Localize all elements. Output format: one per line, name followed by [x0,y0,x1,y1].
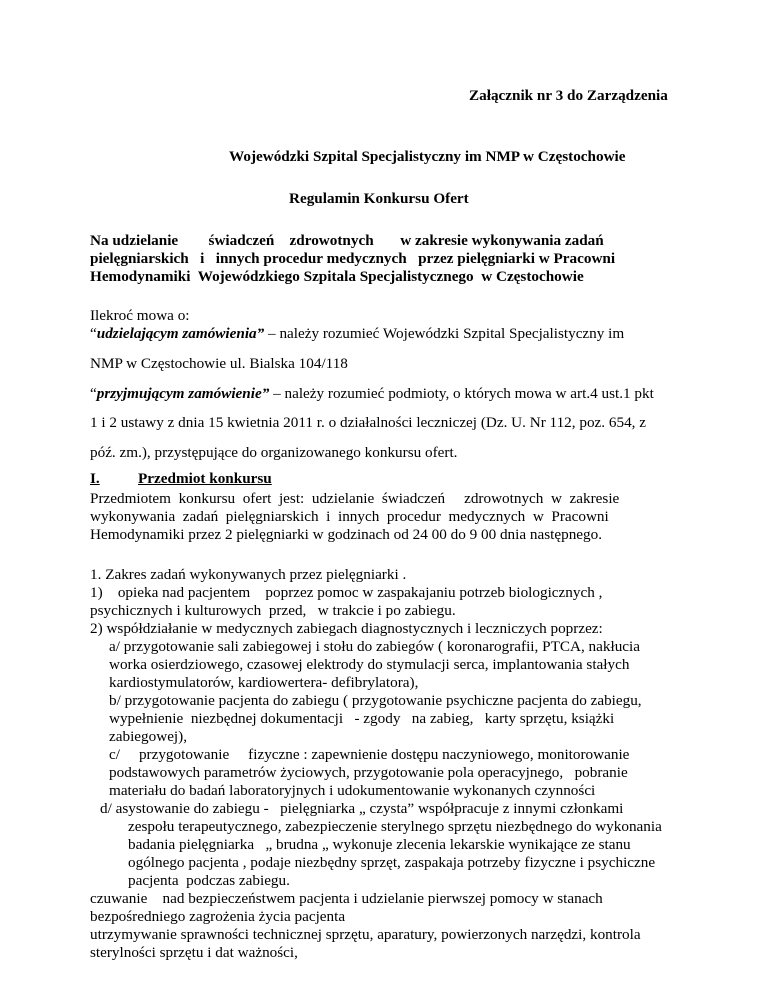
quote-mark: “ [90,385,97,402]
quote-mark: “ [90,325,97,342]
list-item: 1) opieka nad pacjentem poprzez pomoc w zaspakajaniu potrzeb biologicznych , [90,584,603,601]
section-heading: Przedmiot konkursu [138,470,272,487]
list-item: zespołu terapeutycznego, zabezpieczenie sterylnego sprzętu niezbędnego do wykonania [128,818,662,835]
list-item: zabiegowej), [109,728,188,745]
list-item: wypełnienie niezbędnej dokumentacji - zgody na zabieg, karty sprzętu, książki [109,710,615,727]
list-item: a/ przygotowanie sali zabiegowej i stołu do zabiegów ( koronarografii, PTCA, nakłucia [109,638,640,655]
list-item: c/ przygotowanie fizyczne : zapewnienie dostępu naczyniowego, monitorowanie [109,746,630,763]
list-item: czuwanie nad bezpieczeństwem pacjenta i udzielanie pierwszej pomocy w stanach [90,890,603,907]
definition-item [90,385,654,403]
list-item: worka osierdziowego, czasowej elektrody do stymulacji serca, implantowania stałych [109,656,630,673]
definition-term: udzielającym zamówienia” [96,325,265,342]
subject-line: pielęgniarskich i innych procedur medycznych przez pielęgniarki w Pracowni [90,250,616,267]
attachment-note: Załącznik nr 3 do Zarządzenia [469,87,668,104]
list-item: pacjenta podczas zabiegu. [128,872,290,889]
list-item: badania pielęgniarka „ brudna „ wykonuje zlecenia lekarskie wynikające ze stanu [128,836,631,853]
page-title: Regulamin Konkursu Ofert [289,190,469,207]
list-item: psychicznych i kulturowych przed, w trakcie i po zabiegu. [90,602,456,619]
subject-line: Na udzielanie świadczeń zdrowotnych w zakresie wykonywania zadań [90,232,604,249]
definition-text: – należy rozumieć podmioty, o których mowa w art.4 ust.1 pkt [269,385,654,402]
list-item: bezpośredniego zagrożenia życia pacjenta [90,908,346,925]
definition-item [90,325,624,343]
list-item: 2) współdziałanie w medycznych zabiegach diagnostycznych i leczniczych poprzez: [90,620,603,637]
definition-term: przyjmującym zamówienie” [96,385,270,402]
hospital-name: Wojewódzki Szpital Specjalistyczny im NMP w Częstochowie [229,148,626,165]
section-number: I. [90,470,100,487]
list-item: 1. Zakres zadań wykonywanych przez pielęgniarki . [90,566,407,583]
list-item: sterylności sprzętu i dat ważności, [90,944,298,961]
definition-text: 1 i 2 ustawy z dnia 15 kwietnia 2011 r. o działalności leczniczej (Dz. U. Nr 112, poz. 654, z [90,414,647,431]
definition-text: – należy rozumieć Wojewódzki Szpital Specjalistyczny im [264,325,625,342]
list-item: utrzymywanie sprawności technicznej sprzętu, aparatury, powierzonych narzędzi, kontrola [90,926,641,943]
list-item: d/ asystowanie do zabiegu - pielęgniarka „ czysta” współpracuje z innymi członkami [100,800,624,817]
section-text: Przedmiotem konkursu ofert jest: udzielanie świadczeń zdrowotnych w zakresie [90,490,620,507]
list-item: materiału do badań laboratoryjnych i udokumentowanie wykonanych czynności [109,782,596,799]
definition-text: NMP w Częstochowie ul. Bialska 104/118 [90,355,348,372]
section-text: Hemodynamiki przez 2 pielęgniarki w godzinach od 24 00 do 9 00 dnia następnego. [90,526,603,543]
definitions-intro: Ilekroć mowa o: [90,307,190,324]
definition-text: póź. zm.), przystępujące do organizowanego konkursu ofert. [90,444,458,461]
list-item: kardiostymulatorów, kardiowertera- defibrylatora), [109,674,419,691]
list-item: podstawowych parametrów życiowych, przygotowanie pola operacyjnego, pobranie [109,764,628,781]
list-item: ogólnego pacjenta , podaje niezbędny sprzęt, zaspakaja potrzeby fizyczne i psychiczne [128,854,656,871]
list-item: b/ przygotowanie pacjenta do zabiegu ( przygotowanie psychiczne pacjenta do zabiegu, [109,692,642,709]
subject-line: Hemodynamiki Wojewódzkiego Szpitala Specjalistycznego w Częstochowie [90,268,584,285]
section-text: wykonywania zadań pielęgniarskich i innych procedur medycznych w Pracowni [90,508,609,525]
